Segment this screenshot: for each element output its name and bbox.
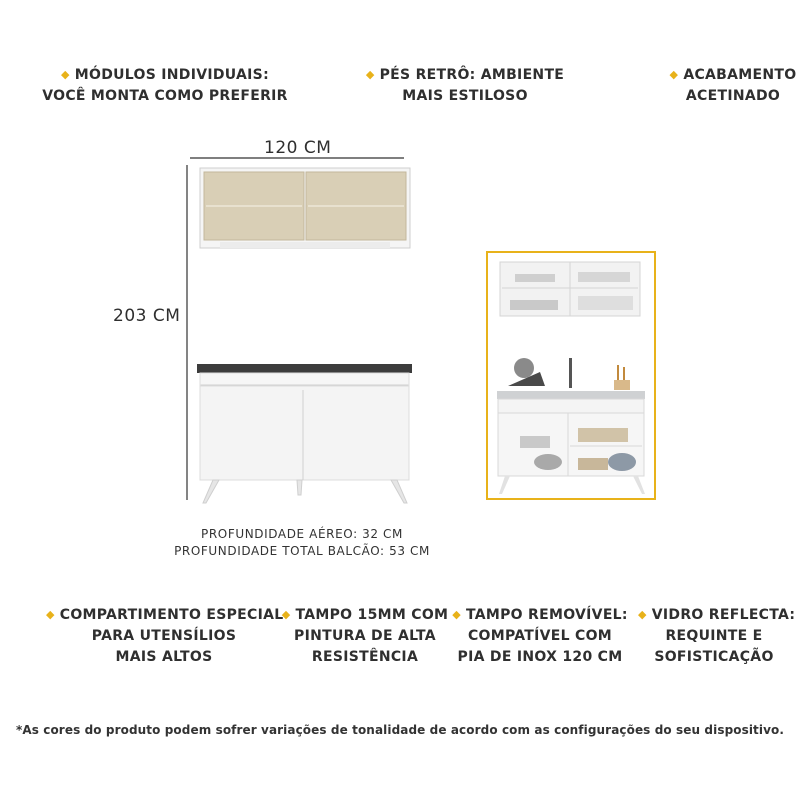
feature-line: VIDRO REFLECTA:	[651, 607, 796, 623]
diamond-bullet-icon: ◆	[46, 608, 55, 621]
feature-line: MAIS ESTILOSO	[402, 88, 528, 104]
upper-cabinet	[200, 168, 410, 248]
feature-line: PIA DE INOX 120 CM	[457, 649, 623, 665]
feature-line: COMPARTIMENTO ESPECIAL	[59, 607, 284, 623]
base-cabinet	[197, 364, 412, 503]
feature-line: TAMPO 15MM COM	[295, 607, 449, 623]
feature-line: COMPATÍVEL COM	[467, 628, 613, 644]
feature-line: RESISTÊNCIA	[311, 649, 419, 665]
staged-kitchen-photo	[487, 252, 655, 499]
feature-tampo-removivel	[450, 605, 630, 668]
feature-line: MAIS ALTOS	[115, 649, 213, 665]
feature-line: PARA UTENSÍLIOS	[91, 628, 237, 644]
diamond-bullet-icon: ◆	[281, 608, 291, 621]
depth-balcao-label: PROFUNDIDADE TOTAL BALCÃO: 53 CM	[174, 544, 430, 558]
feature-line: SOFISTICAÇÃO	[654, 649, 774, 665]
feature-compartimento	[46, 605, 282, 668]
diamond-bullet-icon: ◆	[365, 68, 375, 81]
feature-line: ACETINADO	[685, 88, 781, 104]
feature-tampo-15mm	[280, 605, 450, 668]
diamond-bullet-icon: ◆	[669, 68, 679, 81]
diamond-bullet-icon: ◆	[61, 68, 70, 81]
height-label: 203 CM	[113, 306, 181, 326]
width-label: 120 CM	[264, 138, 332, 158]
feature-line: ACABAMENTO	[683, 67, 797, 83]
color-disclaimer: *As cores do produto podem sofrer variações de tonalidade de acordo com as configurações do seu dispositivo.	[15, 723, 785, 737]
feature-line: VOCÊ MONTA COMO PREFERIR	[42, 88, 288, 104]
diamond-bullet-icon: ◆	[452, 608, 461, 621]
diamond-bullet-icon: ◆	[638, 608, 647, 621]
feature-line: PINTURA DE ALTA	[294, 628, 436, 644]
feature-line: TAMPO REMOVÍVEL:	[465, 607, 628, 623]
feature-line: REQUINTE E	[665, 628, 763, 644]
depth-aereo-label: PROFUNDIDADE AÉREO: 32 CM	[201, 527, 403, 541]
feature-line: MÓDULOS INDIVIDUAIS:	[74, 67, 269, 83]
feature-vidro-reflecta	[638, 605, 796, 668]
countertop	[197, 364, 412, 373]
feature-line: PÉS RETRÔ: AMBIENTE	[379, 67, 565, 83]
